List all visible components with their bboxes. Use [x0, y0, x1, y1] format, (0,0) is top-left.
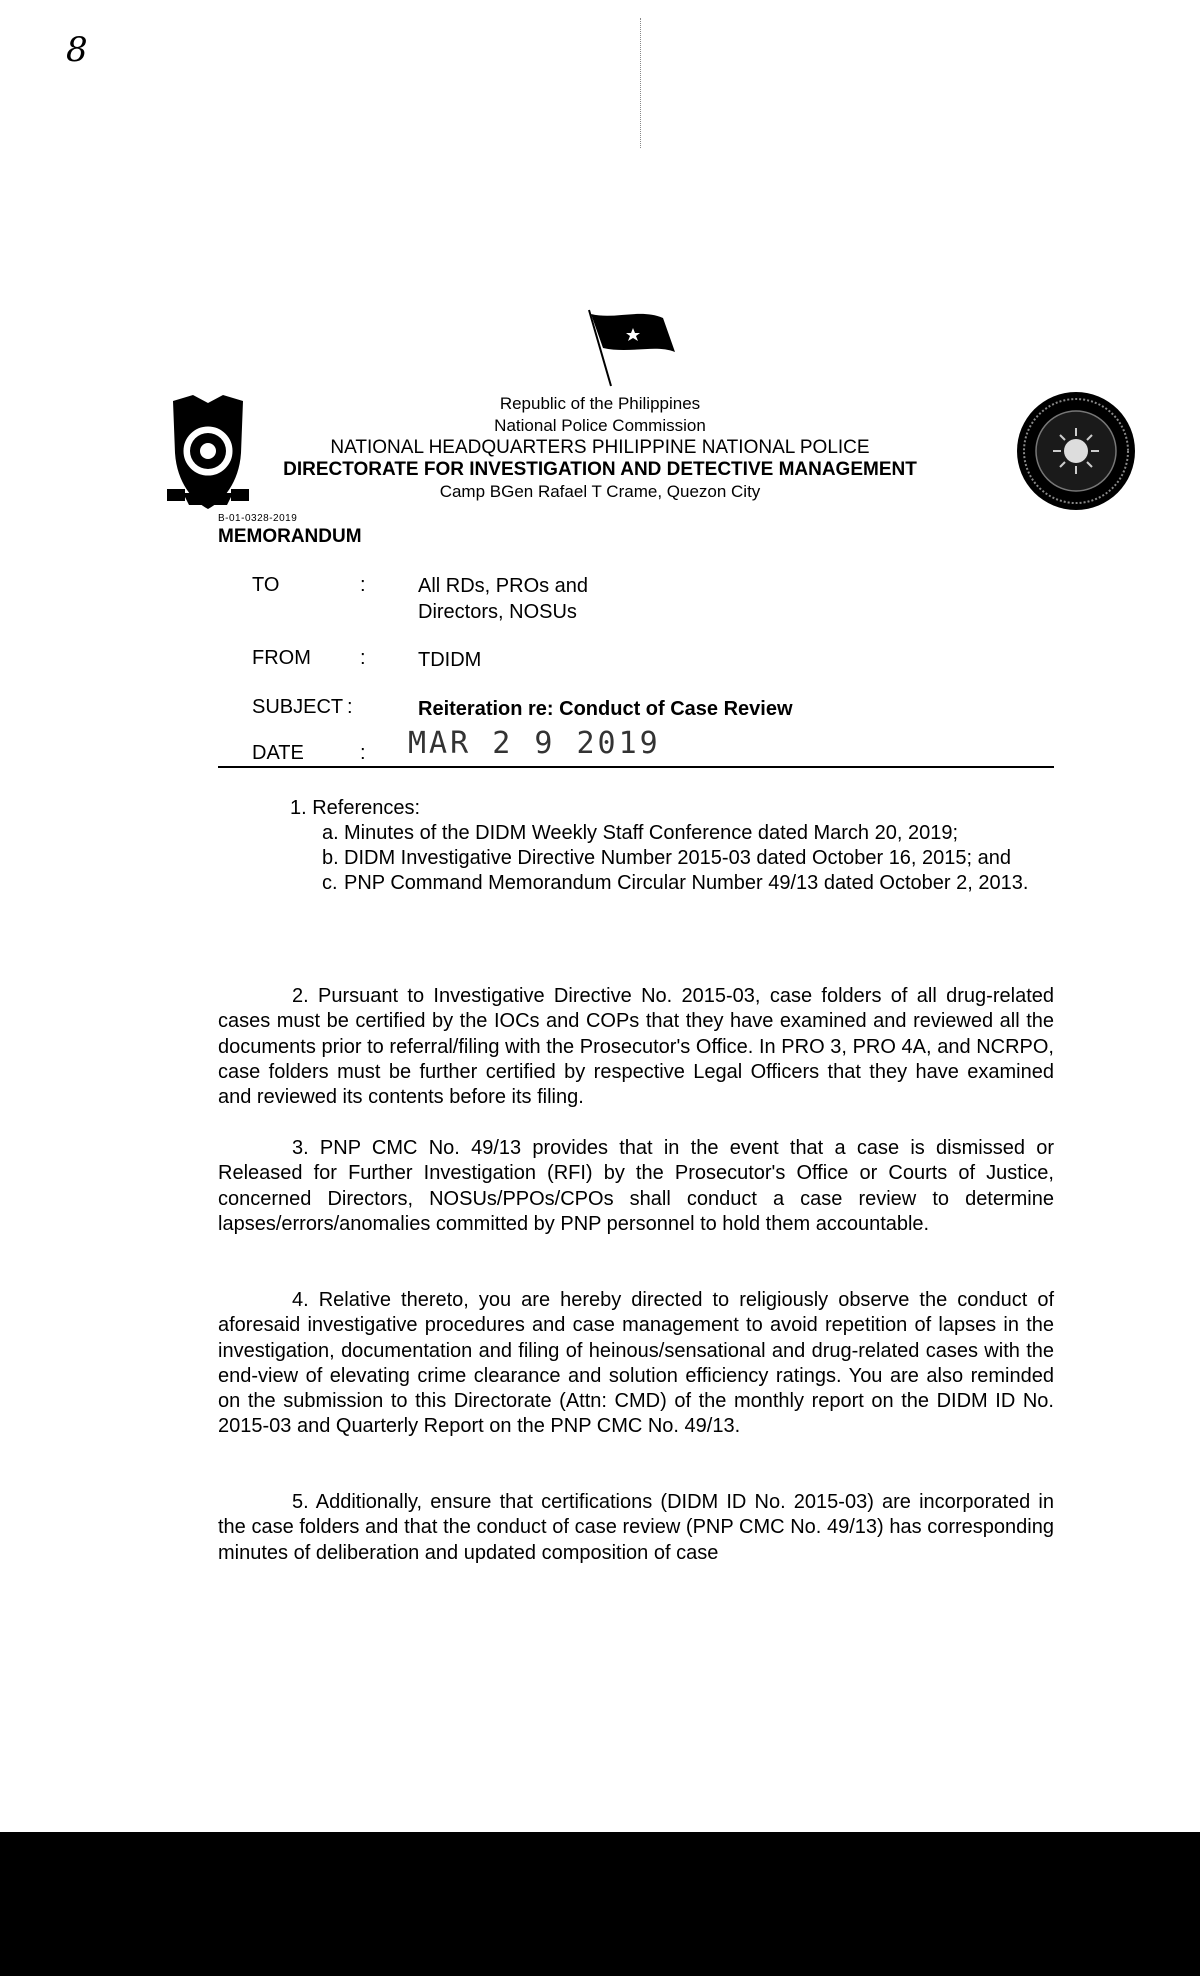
to-colon: : [360, 574, 366, 596]
from-value: TDIDM [418, 649, 482, 671]
date-label: DATE [252, 742, 304, 764]
paragraph-4: 4. Relative thereto, you are hereby directed to religiously observe the conduct of aforesaid investigative procedures and case management to avoid repetition of lapses in the investigation, documentation and filing of heinous/sensational and drug-related cases with the end-view of elevating crime clearance and solution efficiency ratings. You are also reminded on the submission to this Directorate (Attn: CMD) of the monthly report on the DIDM ID No. 2015-03 and Quarterly Report on the PNP CMC No. 49/13. [218, 1289, 1054, 1438]
handwritten-mark: 8 [66, 30, 88, 70]
paragraph-5: 5. Additionally, ensure that certifications (DIDM ID No. 2015-03) are incorporated in the case folders and that the conduct of case review (PNP CMC No. 49/13) has corresponding minutes of deliberation and updated composition of case [218, 1491, 1054, 1564]
subject-colon: : [347, 696, 353, 718]
document-number: B-01-0328-2019 [218, 513, 298, 524]
header-directorate: DIRECTORATE FOR INVESTIGATION AND DETECTIVE MANAGEMENT [283, 459, 917, 480]
paragraph-2: 2. Pursuant to Investigative Directive No. 2015-03, case folders of all drug-related cases must be certified by the IOCs and COPs that they have examined and reviewed all the documents prior to referral/filing with the Prosecutor's Office. In PRO 3, PRO 4A, and NCRPO, case folders must be further certified by respective Legal Officers that they have examined and reviewed its contents before its filing. [218, 985, 1054, 1109]
reference-letter: c. [322, 872, 338, 894]
reference-item [322, 871, 1054, 896]
from-colon: : [360, 647, 366, 669]
paragraph-3: 3. PNP CMC No. 49/13 provides that in the event that a case is dismissed or Released for Further Investigation (RFI) by the Prosecutor's Office or Courts of Justice, concerned Directors, NOSUs/PPOs/CPOs shall conduct a case review to determine lapses/errors/anomalies committed by PNP personnel to hold them accountable. [218, 1137, 1054, 1235]
reference-text: Minutes of the DIDM Weekly Staff Conference dated March 20, 2019; [344, 822, 959, 844]
subject-value: Reiteration re: Conduct of Case Review [418, 698, 793, 720]
subject-label: SUBJECT [252, 696, 344, 718]
reference-letter: a. [322, 822, 339, 844]
scan-artifact-line [640, 18, 643, 148]
header-pnp: NATIONAL HEADQUARTERS PHILIPPINE NATIONAL POLICE [330, 437, 870, 458]
scan-bottom-border [0, 1832, 1200, 1976]
header-address: Camp BGen Rafael T Crame, Quezon City [439, 482, 761, 501]
reference-text: PNP Command Memorandum Circular Number 49/13 dated October 2, 2013. [344, 872, 1029, 894]
reference-letter: b. [322, 847, 339, 869]
philippine-flag-icon [585, 308, 685, 393]
to-value [418, 573, 588, 625]
to-value-line2: Directors, NOSUs [418, 601, 577, 623]
to-value-line1: All RDs, PROs and [418, 575, 589, 597]
to-label: TO [252, 574, 280, 596]
references-heading: 1. References: [290, 797, 421, 819]
reference-text: DIDM Investigative Directive Number 2015-03 dated October 16, 2015; and [344, 847, 1012, 869]
reference-item [322, 821, 1054, 846]
reference-item [322, 846, 1054, 871]
date-colon: : [360, 742, 366, 764]
date-stamp: MAR 2 9 2019 [408, 726, 661, 761]
header-divider [218, 766, 1054, 768]
header-republic: Republic of the Philippines [499, 394, 701, 413]
memorandum-title: MEMORANDUM [218, 526, 362, 547]
didm-seal-icon [1015, 390, 1137, 517]
letterhead [240, 393, 960, 503]
references-section [290, 796, 1054, 896]
from-label: FROM [252, 647, 311, 669]
header-commission: National Police Commission [494, 416, 706, 435]
